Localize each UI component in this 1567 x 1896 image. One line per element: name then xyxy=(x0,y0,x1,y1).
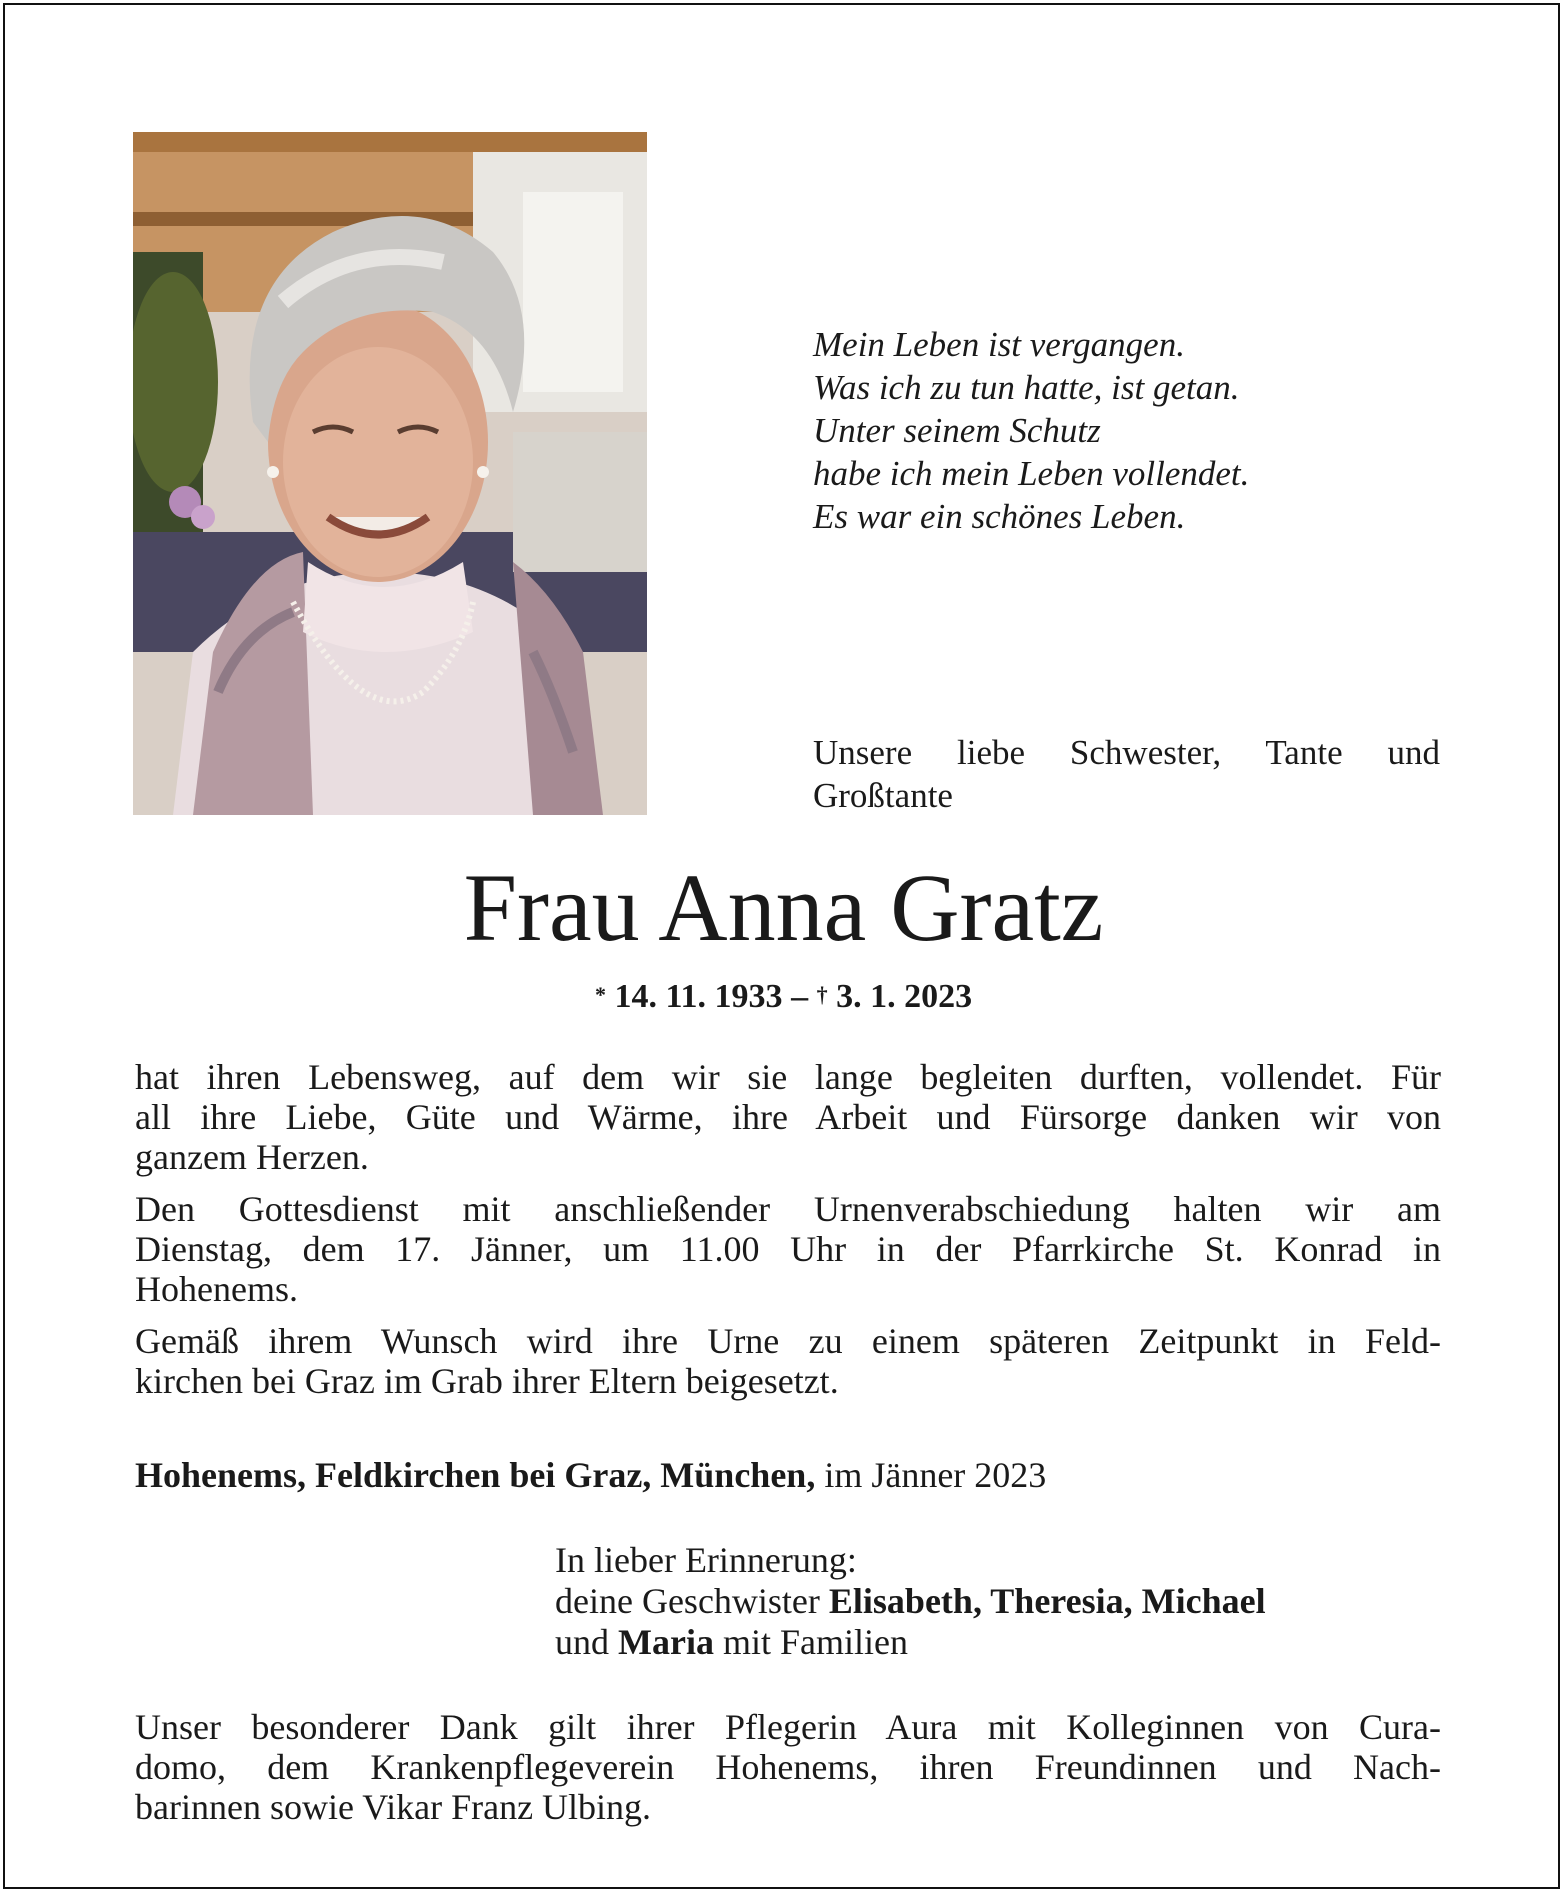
paragraph-burial xyxy=(135,1321,1441,1401)
paragraph-life xyxy=(135,1057,1441,1177)
text-line: ganzem Herzen. xyxy=(135,1137,369,1177)
portrait-photo xyxy=(133,132,647,815)
text-line: hat ihren Lebensweg, auf dem wir sie lange begleiten durften, vollendet. Für xyxy=(135,1057,1441,1097)
life-dates xyxy=(5,975,1562,1019)
siblings-prefix: deine Geschwister xyxy=(555,1581,829,1621)
date-separator: – xyxy=(791,978,809,1015)
deceased-name: Frau Anna Gratz xyxy=(463,854,1104,961)
death-symbol: † xyxy=(816,982,828,1007)
obituary-text xyxy=(135,1057,1441,1413)
text-line: Den Gottesdienst mit anschließender Urnenverabschiedung halten wir am xyxy=(135,1189,1441,1229)
poem xyxy=(813,323,1473,538)
poem-line: habe ich mein Leben vollendet. xyxy=(813,454,1250,493)
signers-siblings xyxy=(555,1581,1455,1622)
text-line: Hohenems. xyxy=(135,1269,298,1309)
intro-line: Unsere liebe Schwester, Tante und xyxy=(813,733,1440,772)
signers-intro: In lieber Erinnerung: xyxy=(555,1540,857,1580)
sibling-name-maria: Maria xyxy=(618,1622,714,1662)
text-line: Unser besonderer Dank gilt ihrer Pflegerin Aura mit Kolleginnen von Cura- xyxy=(135,1707,1441,1747)
paragraph-service xyxy=(135,1189,1441,1309)
and-word: und xyxy=(555,1622,618,1662)
intro-line: Großtante xyxy=(813,776,953,815)
text-line: domo, dem Krankenpflegeverein Hohenems, ihren Freundinnen und Nach- xyxy=(135,1747,1441,1787)
birth-date: 14. 11. 1933 xyxy=(614,978,783,1015)
portrait-photo-icon xyxy=(133,132,647,815)
text-line: Dienstag, dem 17. Jänner, um 11.00 Uhr in der Pfarrkirche St. Konrad in xyxy=(135,1229,1441,1269)
sibling-names: Elisabeth, Theresia, Michael xyxy=(828,1581,1266,1621)
text-line: barinnen sowie Vikar Franz Ulbing. xyxy=(135,1787,652,1827)
poem-line: Mein Leben ist vergangen. xyxy=(813,325,1185,364)
place-and-date xyxy=(135,1455,1441,1495)
signers-last xyxy=(555,1622,1455,1663)
text-line: all ihre Liebe, Güte und Wärme, ihre Arbeit und Fürsorge danken wir von xyxy=(135,1097,1441,1137)
acknowledgement xyxy=(135,1707,1441,1827)
places: Hohenems, Feldkirchen bei Graz, München, xyxy=(135,1455,816,1495)
signers xyxy=(555,1540,1455,1663)
poem-line: Unter seinem Schutz xyxy=(813,411,1101,450)
with-families: mit Familien xyxy=(713,1622,908,1662)
month-year: im Jänner 2023 xyxy=(815,1455,1047,1495)
obituary-card xyxy=(3,3,1560,1889)
text-line: kirchen bei Graz im Grab ihrer Eltern beigesetzt. xyxy=(135,1361,839,1401)
relation-intro xyxy=(813,731,1440,817)
text-line: Gemäß ihrem Wunsch wird ihre Urne zu einem späteren Zeitpunkt in Feld- xyxy=(135,1321,1441,1361)
death-date: 3. 1. 2023 xyxy=(836,978,973,1015)
poem-line: Es war ein schönes Leben. xyxy=(813,497,1186,536)
birth-symbol: * xyxy=(594,982,606,1007)
poem-line: Was ich zu tun hatte, ist getan. xyxy=(813,368,1240,407)
